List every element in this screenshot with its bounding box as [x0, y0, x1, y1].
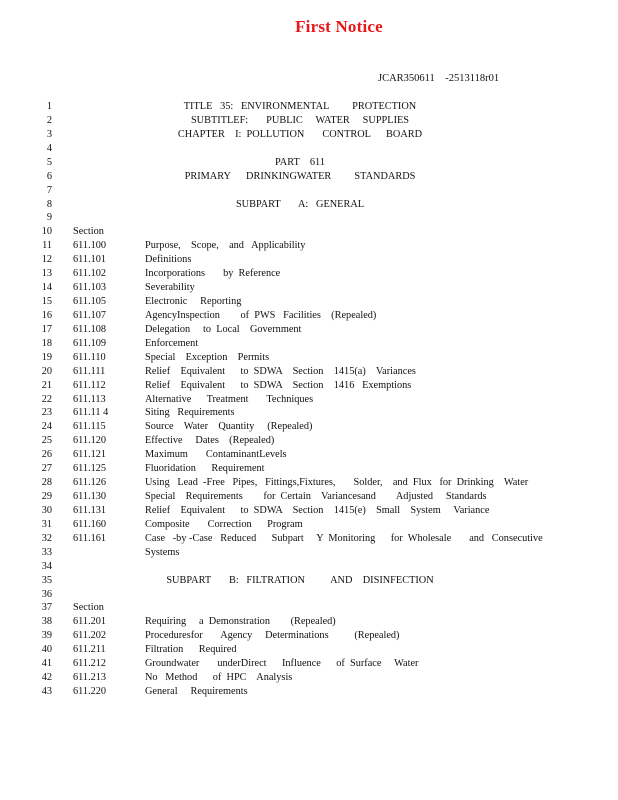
- document-line: [0, 211, 618, 225]
- section-title: Enforcement: [145, 337, 199, 349]
- section-number: 611.211: [73, 644, 106, 656]
- document-line: [0, 629, 618, 643]
- line-number: 24: [41, 421, 52, 433]
- line-number: 13: [41, 268, 52, 280]
- line-number: 17: [41, 323, 52, 335]
- line-number: 9: [46, 212, 52, 224]
- document-line: [0, 685, 618, 699]
- document-line: [0, 295, 618, 309]
- section-number: 611.107: [73, 309, 107, 321]
- document-id: JCAR350611 -2513118r01: [378, 73, 500, 84]
- centered-heading: TITLE 35: ENVIRONMENTAL PROTECTION: [183, 101, 417, 112]
- document-line: [0, 198, 618, 212]
- document-line: [0, 393, 618, 407]
- section-number: 611.120: [73, 435, 107, 447]
- line-number: 35: [41, 574, 52, 586]
- section-column-heading: Section: [73, 226, 104, 238]
- section-title: Source Water Quantity (Repealed): [145, 421, 313, 433]
- section-number: 611.126: [73, 477, 107, 489]
- section-title: Using Lead -Free Pipes, Fittings,Fixtures, Solder, and Flux for Drinking Water: [145, 477, 529, 489]
- document-line: [0, 420, 618, 434]
- document-line: [0, 156, 618, 170]
- section-number: 611.213: [73, 672, 107, 684]
- document-line: [0, 142, 618, 156]
- centered-heading: SUBPART A: GENERAL: [235, 198, 365, 210]
- section-number: 611.161: [73, 532, 107, 544]
- document-line: [0, 448, 618, 462]
- line-number: 32: [41, 532, 52, 544]
- document-line: [0, 253, 618, 267]
- section-title: Alternative Treatment Techniques: [145, 393, 314, 405]
- section-title: AgencyInspection of PWS Facilities (Repealed): [145, 309, 377, 321]
- line-number: 20: [41, 365, 52, 377]
- document-line: [0, 309, 618, 323]
- document-line: [0, 574, 618, 588]
- line-number: 5: [46, 156, 52, 168]
- section-number: 611.202: [73, 630, 107, 642]
- section-title: Relief Equivalent to SDWA Section 1415(e) Small System Variance: [145, 504, 490, 516]
- centered-heading: SUBPART B: FILTRATION AND DISINFECTION: [166, 574, 434, 586]
- section-number: 611.11 4: [73, 407, 109, 419]
- section-number: 611.101: [73, 254, 107, 266]
- section-number: 611.113: [73, 393, 106, 405]
- document-line: [0, 337, 618, 351]
- line-number: 2: [46, 114, 52, 126]
- document-line: [0, 267, 618, 281]
- section-number: 611.111: [73, 365, 106, 377]
- document-line: [0, 351, 618, 365]
- line-number: 6: [46, 170, 52, 182]
- document-line: [0, 114, 618, 128]
- section-title: Fluoridation Requirement: [145, 463, 265, 475]
- section-number: 611.109: [73, 337, 107, 349]
- document-line: [0, 532, 618, 546]
- section-title: Siting Requirements: [145, 407, 235, 419]
- line-number: 3: [46, 128, 52, 140]
- document-line: [0, 615, 618, 629]
- section-number: 611.105: [73, 296, 107, 308]
- document-line: [0, 518, 618, 532]
- section-column-heading: Section: [73, 602, 104, 614]
- line-number: 27: [41, 463, 52, 475]
- document-line: [0, 671, 618, 685]
- document-line: [0, 281, 618, 295]
- section-number: 611.220: [73, 686, 107, 698]
- line-number: 28: [41, 477, 52, 489]
- line-number: 7: [46, 184, 52, 196]
- section-title: Purpose, Scope, and Applicability: [145, 240, 306, 252]
- document-line: [0, 225, 618, 239]
- section-title-continuation: Systems: [145, 546, 180, 558]
- section-number: 611.110: [73, 351, 106, 363]
- document-line: [0, 100, 618, 114]
- line-number: 19: [41, 351, 52, 363]
- document-line: [0, 406, 618, 420]
- line-number: 30: [41, 504, 52, 516]
- line-number: 8: [46, 198, 52, 210]
- document-line: [0, 434, 618, 448]
- section-number: 611.103: [73, 282, 107, 294]
- document-line: [0, 379, 618, 393]
- line-number: 11: [42, 240, 52, 252]
- section-title: Incorporations by Reference: [145, 268, 281, 280]
- line-number: 10: [41, 226, 52, 238]
- document-line: [0, 601, 618, 615]
- centered-heading: PRIMARY DRINKINGWATER STANDARDS: [184, 170, 416, 182]
- centered-heading: PART 611: [275, 156, 325, 168]
- section-title: Relief Equivalent to SDWA Section 1416 Exemptions: [145, 379, 412, 391]
- line-number: 39: [41, 630, 52, 642]
- line-number: 23: [41, 407, 52, 419]
- section-title: Proceduresfor Agency Determinations (Repealed): [145, 630, 400, 642]
- first-notice-heading: First Notice: [295, 17, 383, 36]
- section-title: Special Exception Permits: [145, 351, 270, 363]
- document-line: [0, 560, 618, 574]
- section-number: 611.201: [73, 616, 107, 628]
- section-title: Maximum ContaminantLevels: [145, 449, 287, 461]
- document-line: [0, 643, 618, 657]
- line-number: 41: [41, 658, 52, 670]
- section-number: 611.121: [73, 449, 107, 461]
- line-number: 12: [41, 254, 52, 266]
- section-title: Effective Dates (Repealed): [145, 435, 275, 447]
- section-number: 611.131: [73, 504, 107, 516]
- section-number: 611.100: [73, 240, 107, 252]
- line-number: 40: [41, 644, 52, 656]
- section-title: Filtration Required: [145, 644, 237, 656]
- section-title: Case -by -Case Reduced Subpart Y Monitoring for Wholesale and Consecutive: [145, 532, 543, 544]
- section-number: 611.102: [73, 268, 107, 280]
- line-number: 4: [46, 142, 52, 154]
- line-number: 14: [41, 282, 52, 294]
- document-line: [0, 323, 618, 337]
- line-number: 37: [41, 602, 52, 614]
- line-number: 15: [41, 296, 52, 308]
- document-line: [0, 239, 618, 253]
- section-title: Delegation to Local Government: [145, 323, 302, 335]
- document-line: [0, 588, 618, 602]
- document-line: [0, 476, 618, 490]
- line-number: 33: [41, 546, 52, 558]
- section-title: Requiring a Demonstration (Repealed): [145, 616, 336, 628]
- document-line: [0, 170, 618, 184]
- line-number: 22: [41, 393, 52, 405]
- line-number: 31: [41, 518, 52, 530]
- line-number: 18: [41, 337, 52, 349]
- line-number: 26: [41, 449, 52, 461]
- line-number: 29: [41, 491, 52, 503]
- document-line: [0, 490, 618, 504]
- section-number: 611.160: [73, 518, 107, 530]
- document-line: [0, 365, 618, 379]
- section-number: 611.125: [73, 463, 107, 475]
- section-title: Electronic Reporting: [145, 296, 242, 308]
- section-number: 611.112: [73, 379, 106, 391]
- section-title: Definitions: [145, 254, 192, 266]
- line-number: 34: [41, 560, 52, 572]
- section-title: General Requirements: [145, 686, 248, 698]
- line-number: 1: [46, 101, 52, 112]
- document-line: [0, 462, 618, 476]
- document-line: [0, 184, 618, 198]
- line-number: 38: [41, 616, 52, 628]
- line-number: 21: [41, 379, 52, 391]
- document-line: [0, 546, 618, 560]
- section-title: Special Requirements for Certain Variancesand Adjusted Standards: [145, 491, 487, 503]
- centered-heading: CHAPTER I: POLLUTION CONTROL BOARD: [177, 128, 423, 140]
- section-number: 611.212: [73, 658, 107, 670]
- section-number: 611.108: [73, 323, 107, 335]
- document-line: [0, 504, 618, 518]
- document-line: [0, 128, 618, 142]
- section-title: Groundwater underDirect Influence of Surface Water: [145, 658, 419, 670]
- section-title: No Method of HPC Analysis: [145, 672, 293, 684]
- line-number: 43: [41, 686, 52, 698]
- document-line: [0, 657, 618, 671]
- section-title: Composite Correction Program: [145, 518, 303, 530]
- section-title: Relief Equivalent to SDWA Section 1415(a) Variances: [145, 365, 416, 377]
- line-number: 42: [41, 672, 52, 684]
- section-number: 611.130: [73, 491, 107, 503]
- section-title: Severability: [145, 282, 195, 294]
- section-number: 611.115: [73, 421, 106, 433]
- line-number: 36: [41, 588, 52, 600]
- centered-heading: SUBTITLEF: PUBLIC WATER SUPPLIES: [190, 114, 410, 126]
- line-number: 25: [41, 435, 52, 447]
- line-number: 16: [41, 309, 52, 321]
